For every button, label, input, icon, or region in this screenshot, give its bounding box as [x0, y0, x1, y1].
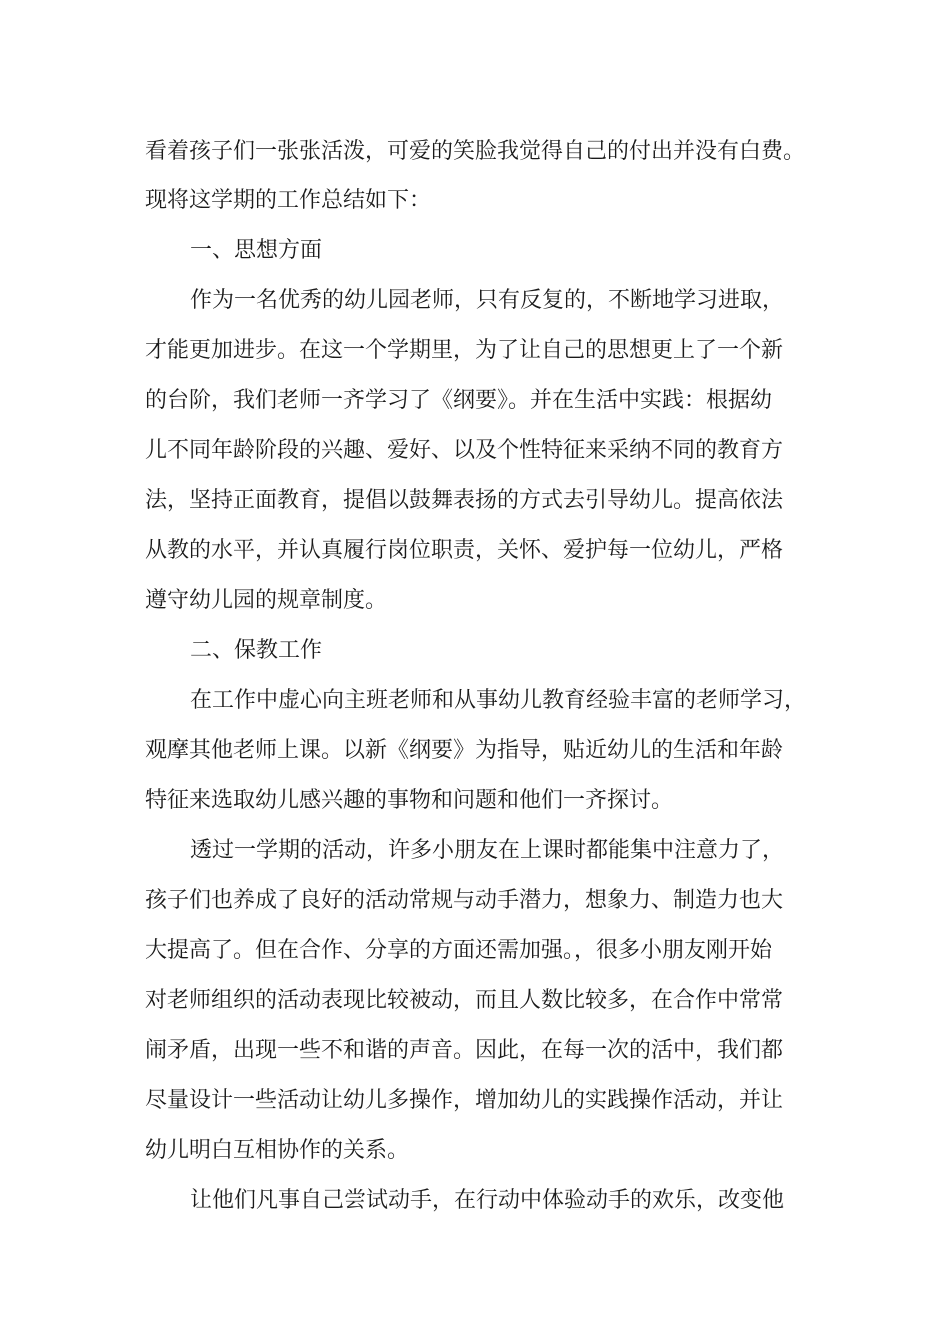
body-text-line: 遵守幼儿园的规章制度。 [145, 588, 388, 613]
body-text-line: 孩子们也养成了良好的活动常规与动手潜力，想象力、制造力也大 [145, 888, 784, 913]
paragraph-start-line: 让他们凡事自己尝试动手，在行动中体验动手的欢乐，改变他 [190, 1188, 785, 1213]
paragraph-start-line: 在工作中虚心向主班老师和从事幼儿教育经验丰富的老师学习， [190, 688, 807, 713]
body-text-line: 幼儿明白互相协作的关系。 [145, 1138, 410, 1163]
body-text-line: 从教的水平，并认真履行岗位职责，关怀、爱护每一位幼儿，严格 [145, 538, 784, 563]
paragraph-start-line: 作为一名优秀的幼儿园老师，只有反复的，不断地学习进取， [190, 288, 785, 313]
body-text-line: 闹矛盾，出现一些不和谐的声音。因此，在每一次的活中，我们都 [145, 1038, 784, 1063]
body-text-line: 观摩其他老师上课。以新《纲要》为指导，贴近幼儿的生活和年龄 [145, 738, 784, 763]
body-text-line: 的台阶，我们老师一齐学习了《纲要》。并在生活中实践：根据幼 [145, 388, 773, 413]
section-heading-thought: 一、思想方面 [190, 238, 323, 263]
body-text-line: 看着孩子们一张张活泼，可爱的笑脸我觉得自己的付出并没有白费。 [145, 139, 806, 164]
body-text-line: 特征来选取幼儿感兴趣的事物和问题和他们一齐探讨。 [145, 788, 674, 813]
body-text-line: 对老师组织的活动表现比较被动，而且人数比较多，在合作中常常 [145, 988, 784, 1013]
body-text-line: 儿不同年龄阶段的兴趣、爱好、以及个性特征来采纳不同的教育方 [145, 438, 784, 463]
body-text-line: 大提高了。但在合作、分享的方面还需加强。，很多小朋友刚开始 [145, 938, 773, 963]
body-text-line: 尽量设计一些活动让幼儿多操作，增加幼儿的实践操作活动，并让 [145, 1088, 784, 1113]
body-text-line: 现将这学期的工作总结如下： [145, 188, 432, 213]
body-text-line: 法，坚持正面教育，提倡以鼓舞表扬的方式去引导幼儿。提高依法 [145, 488, 784, 513]
paragraph-start-line: 透过一学期的活动，许多小朋友在上课时都能集中注意力了， [190, 838, 785, 863]
section-heading-teaching: 二、保教工作 [190, 638, 323, 663]
body-text-line: 才能更加进步。在这一个学期里，为了让自己的思想更上了一个新 [145, 338, 784, 363]
